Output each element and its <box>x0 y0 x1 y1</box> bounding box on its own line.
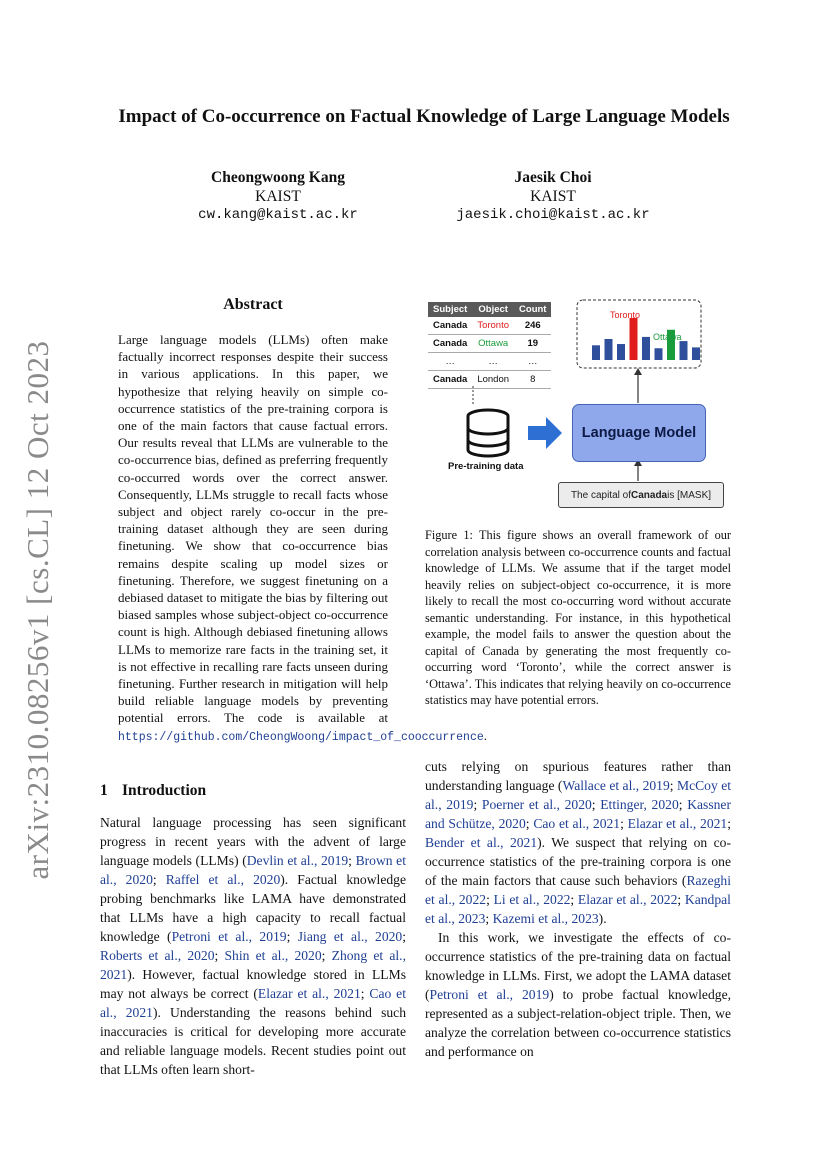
paragraph-text: ; <box>348 853 356 868</box>
paragraph-text: ; <box>525 816 534 831</box>
citation-link[interactable]: Kandpal et al., 2023 <box>425 892 731 926</box>
table-cell: Canada <box>428 317 472 335</box>
distribution-bar <box>630 318 638 360</box>
citation-link[interactable]: Li et al., 2022 <box>493 892 571 907</box>
citation-link[interactable]: Brown et al., 2020 <box>100 853 406 887</box>
paragraph-text: ; <box>214 948 225 963</box>
citation-link[interactable]: Cao et al., 2021 <box>100 986 406 1020</box>
prompt-suffix: is [MASK] <box>667 489 712 501</box>
paragraph-text: ; <box>360 986 370 1001</box>
arxiv-sidebar-stamp: arXiv:2310.08256v1 [cs.CL] 12 Oct 2023 <box>20 340 55 880</box>
paragraph-text: ). <box>598 911 607 926</box>
paragraph-text: ; <box>286 929 298 944</box>
author-name: Cheongwoong Kang <box>211 169 345 186</box>
citation-link[interactable]: Elazar et al., 2021 <box>627 816 728 831</box>
citation-link[interactable]: Petroni et al., 2019 <box>171 929 287 944</box>
author-email[interactable]: jaesik.choi@kaist.ac.kr <box>456 207 650 223</box>
table-cell: 246 <box>514 317 551 335</box>
table-header: Count <box>514 302 551 317</box>
paragraph-text: ; <box>485 911 493 926</box>
paragraph-text: ) to probe factual knowledge, represented as a subject-relation-object triple. Then, we analyze the correlation between co-occurrence statistics and performance on <box>425 987 731 1059</box>
distribution-bar <box>642 337 650 360</box>
bar-label-toronto: Toronto <box>610 310 641 320</box>
citation-link[interactable]: Razeghi et al., 2022 <box>425 873 731 907</box>
paragraph-text: ; <box>321 948 332 963</box>
citation-link[interactable]: Raffel et al., 2020 <box>165 872 281 887</box>
paragraph-text: cuts relying on spurious features rather than understanding language ( <box>425 759 731 793</box>
database-icon <box>468 410 508 456</box>
paragraph-text: In this work, we investigate the effects of co-occurrence statistics of the pre-training data on factual knowledge in LLMs. First, we adopt the LAMA dataset ( <box>425 930 731 1002</box>
paragraph-text: ; <box>473 797 482 812</box>
figure-1 <box>420 296 740 516</box>
citation-link[interactable]: McCoy et al., 2019 <box>425 778 731 812</box>
citation-link[interactable]: Petroni et al., 2019 <box>429 987 550 1002</box>
prompt-prefix: The capital of <box>570 489 631 501</box>
table-cell: Canada <box>428 371 472 389</box>
distribution-bar <box>680 341 688 360</box>
intro-paragraph <box>425 757 731 928</box>
abstract-text: Large language models (LLMs) often make factually incorrect responses despite their success in various applications. In this paper, we hypothesize that relying heavily on simple co-occurrence statistics of the pre-training corpora is one of the main factors that cause factual errors. Our results reveal that LLMs are vulnerable to the co-occurrence bias, defined as preferring frequently co-occurred words over the correct answer. Consequently, LLMs struggle to recall facts whose subject and object rarely co-occur in the pre-training dataset although they are seen during finetuning. We show that co-occurrence bias remains despite scaling up model sizes or finetuning. Therefore, we suggest finetuning on a debiased dataset to mitigate the bias by filtering out biased samples whose subject-object co-occurrence count is high. Although debiased finetuning allows LLMs to memorize rare facts in the training set, it is not effective in recalling rare facts unseen during finetuning. Further research in mitigation will help build reliable language models by preventing potential errors. The code is available at <box>118 332 388 726</box>
section-heading <box>100 782 206 800</box>
citation-link[interactable]: Jiang et al., 2020 <box>297 929 403 944</box>
figure-caption: Figure 1: This figure shows an overall framework of our correlation analysis between co-occurrence counts and factual knowledge of LLMs. We assume that if the target model heavily relies on subject-object co-occurrence, it is more likely to recall the most co-occurring word without accurate semantic understanding. For instance, in this hypothetical example, the model fails to answer the question about the capital of Canada by generating the most frequently co-occurring word ‘Toronto’, while the correct answer is ‘Ottawa’. This indicates that relying heavily on co-occurrence statistics may have potential errors. <box>425 528 731 707</box>
author-block <box>453 168 653 225</box>
distribution-bar <box>617 344 625 360</box>
citation-link[interactable]: Ettinger, 2020 <box>600 797 679 812</box>
distribution-bar <box>605 339 613 360</box>
intro-right-column <box>425 757 731 1061</box>
intro-left-column <box>100 813 406 1079</box>
paragraph-text: ; <box>402 929 406 944</box>
table-cell: … <box>428 353 472 371</box>
paragraph-text: ; <box>591 797 601 812</box>
intro-paragraph <box>100 813 406 1079</box>
citation-link[interactable]: Shin et al., 2020 <box>224 948 322 963</box>
paragraph-text: ; <box>620 816 628 831</box>
author-affiliation: KAIST <box>530 188 576 205</box>
table-header: Subject <box>428 302 472 317</box>
table-cell: Toronto <box>472 317 514 335</box>
paragraph-text: ; <box>669 778 677 793</box>
citation-link[interactable]: Poerner et al., 2020 <box>481 797 592 812</box>
distribution-bar <box>592 345 600 360</box>
prompt-subject: Canada <box>631 489 668 501</box>
citation-link[interactable]: Elazar et al., 2021 <box>257 986 361 1001</box>
abstract-end: . <box>483 727 488 743</box>
table-cell: 8 <box>514 371 551 389</box>
table-cell: 19 <box>514 335 551 353</box>
paragraph-text: ). Understanding the reasons behind such inaccuracies is critical for developing more accurate and reliable language models. Recent studies point out that LLMs often learn short- <box>100 1005 406 1077</box>
code-link[interactable]: https://github.com/CheongWoong/impact_of_cooccurrence <box>118 730 484 744</box>
arrow-icon <box>528 417 562 449</box>
pretraining-label: Pre-training data <box>448 461 524 472</box>
table-cell: Ottawa <box>472 335 514 353</box>
paper-title: Impact of Co-occurrence on Factual Knowledge of Large Language Models <box>118 106 730 127</box>
citation-link[interactable]: Devlin et al., 2019 <box>246 853 349 868</box>
paragraph-text: ; <box>727 816 732 831</box>
paragraph-text: Natural language processing has seen significant progress in recent years with the advent of large language models (LLMs) ( <box>100 815 406 868</box>
citation-link[interactable]: Elazar et al., 2022 <box>577 892 678 907</box>
paragraph-text: ). However, factual knowledge stored in LLMs may not always be correct ( <box>100 967 406 1001</box>
paragraph-text: ; <box>152 872 166 887</box>
table-cell: … <box>472 353 514 371</box>
citation-link[interactable]: Cao et al., 2021 <box>533 816 621 831</box>
table-cell: Canada <box>428 335 472 353</box>
table-cell: … <box>514 353 551 371</box>
bar-label-ottawa: Ottawa <box>653 332 682 342</box>
paragraph-text: ; <box>677 892 685 907</box>
abstract-heading: Abstract <box>223 296 283 313</box>
prompt-box <box>558 482 724 508</box>
intro-paragraph <box>425 928 731 1061</box>
paragraph-text: ; <box>678 797 688 812</box>
paragraph-text: ; <box>570 892 578 907</box>
author-affiliation: KAIST <box>255 188 301 205</box>
paragraph-text: ). Factual knowledge probing benchmarks like LAMA have demonstrated that LLMs have a high capacity to recall factual knowledge ( <box>100 872 406 944</box>
citation-link[interactable]: Roberts et al., 2020 <box>100 948 215 963</box>
token-distribution-bars <box>592 318 700 360</box>
table-cell: London <box>472 371 514 389</box>
citation-link[interactable]: Zhong et al., 2021 <box>100 948 406 982</box>
distribution-bar <box>692 347 700 360</box>
author-email[interactable]: cw.kang@kaist.ac.kr <box>198 207 358 223</box>
author-block <box>178 168 378 225</box>
citation-link[interactable]: Bender et al., 2021 <box>425 835 538 850</box>
citation-link[interactable]: Kassner and Schütze, 2020 <box>425 797 731 831</box>
section-number: 1 <box>100 782 108 799</box>
citation-link[interactable]: Wallace et al., 2019 <box>562 778 670 793</box>
paragraph-text: ). We suspect that relying on co-occurrence statistics of the pre-training corpora is one of the main factors that cause such behaviors ( <box>425 835 731 888</box>
language-model-box: Language Model <box>572 404 706 462</box>
up-arrow-head <box>634 368 642 375</box>
section-title: Introduction <box>122 782 207 799</box>
citation-link[interactable]: Kazemi et al., 2023 <box>492 911 599 926</box>
author-name: Jaesik Choi <box>514 169 592 186</box>
table-header: Object <box>472 302 514 317</box>
distribution-bar <box>655 348 663 360</box>
paragraph-text: ; <box>486 892 494 907</box>
